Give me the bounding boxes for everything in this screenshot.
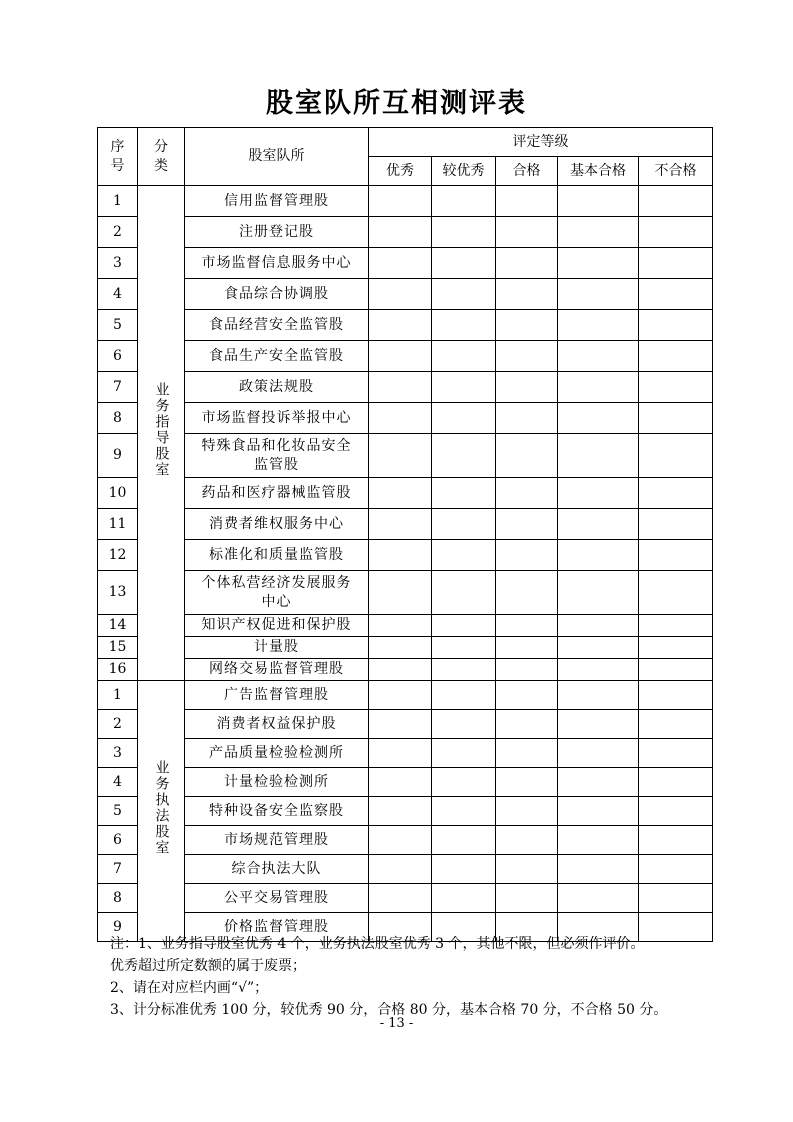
unit-name: 产品质量检验检测所 [185, 739, 369, 768]
rating-cell-basic-pass[interactable] [558, 855, 639, 884]
rating-cell-pass[interactable] [496, 768, 558, 797]
rating-cell-basic-pass[interactable] [558, 710, 639, 739]
seq-header-line-2: 号 [110, 157, 125, 174]
rating-cell-excellent[interactable] [369, 540, 432, 571]
table-row [98, 571, 713, 615]
rating-cell-basic-pass[interactable] [558, 434, 639, 478]
rating-cell-basic-pass[interactable] [558, 217, 639, 248]
rating-cell-good[interactable] [432, 884, 496, 913]
grade-header-pass: 合格 [496, 157, 558, 186]
row-number: 9 [98, 434, 138, 478]
rating-cell-pass[interactable] [496, 372, 558, 403]
row-number: 7 [98, 855, 138, 884]
table-row [98, 659, 713, 681]
rating-cell-excellent[interactable] [369, 637, 432, 659]
rating-cell-good[interactable] [432, 248, 496, 279]
rating-cell-pass[interactable] [496, 710, 558, 739]
table-row [98, 403, 713, 434]
rating-cell-good[interactable] [432, 637, 496, 659]
rating-cell-excellent[interactable] [369, 659, 432, 681]
header-row-1 [98, 128, 713, 157]
rating-cell-basic-pass[interactable] [558, 797, 639, 826]
rating-cell-fail[interactable] [639, 659, 713, 681]
grade-header-fail: 不合格 [639, 157, 713, 186]
rating-cell-excellent[interactable] [369, 797, 432, 826]
rating-cell-basic-pass[interactable] [558, 403, 639, 434]
row-number: 4 [98, 279, 138, 310]
form-title: 股室队所互相测评表 [266, 88, 527, 119]
table-row [98, 615, 713, 637]
unit-name: 消费者维权服务中心 [185, 509, 369, 540]
row-number: 6 [98, 341, 138, 372]
rating-cell-excellent[interactable] [369, 372, 432, 403]
rating-cell-fail[interactable] [639, 768, 713, 797]
rating-cell-basic-pass[interactable] [558, 540, 639, 571]
category-header [138, 128, 185, 186]
row-number: 2 [98, 217, 138, 248]
rating-cell-fail[interactable] [639, 403, 713, 434]
rating-cell-pass[interactable] [496, 310, 558, 341]
rating-cell-basic-pass[interactable] [558, 681, 639, 710]
row-number: 11 [98, 509, 138, 540]
table-row [98, 710, 713, 739]
unit-name: 市场规范管理股 [185, 826, 369, 855]
table-row [98, 797, 713, 826]
unit-name: 食品生产安全监管股 [185, 341, 369, 372]
row-number: 9 [98, 913, 138, 942]
unit-name: 特殊食品和化妆品安全监管股 [185, 434, 369, 478]
rating-cell-pass[interactable] [496, 884, 558, 913]
rating-cell-excellent[interactable] [369, 434, 432, 478]
table-row [98, 855, 713, 884]
rating-cell-good[interactable] [432, 372, 496, 403]
rating-cell-basic-pass[interactable] [558, 571, 639, 615]
rating-cell-excellent[interactable] [369, 884, 432, 913]
rating-cell-good[interactable] [432, 310, 496, 341]
rating-cell-basic-pass[interactable] [558, 637, 639, 659]
note-line-2: 优秀超过所定数额的属于废票； [110, 958, 306, 974]
unit-name: 注册登记股 [185, 217, 369, 248]
rating-cell-excellent[interactable] [369, 186, 432, 217]
rating-cell-good[interactable] [432, 615, 496, 637]
note-line-1: 注：1、业务指导股室优秀 4 个，业务执法股室优秀 3 个，其他不限，但必须作评价。 [110, 936, 645, 952]
category-cell [138, 681, 185, 942]
table-row [98, 248, 713, 279]
row-number: 12 [98, 540, 138, 571]
rating-cell-fail[interactable] [639, 884, 713, 913]
rating-cell-pass[interactable] [496, 826, 558, 855]
rating-cell-basic-pass[interactable] [558, 478, 639, 509]
note-line-3: 2、请在对应栏内画“√”； [110, 980, 269, 996]
unit-name: 药品和医疗器械监管股 [185, 478, 369, 509]
category-cell [138, 186, 185, 681]
unit-name: 个体私营经济发展服务中心 [185, 571, 369, 615]
row-number: 6 [98, 826, 138, 855]
rating-cell-basic-pass[interactable] [558, 341, 639, 372]
rating-cell-excellent[interactable] [369, 248, 432, 279]
rating-cell-basic-pass[interactable] [558, 826, 639, 855]
unit-name: 消费者权益保护股 [185, 710, 369, 739]
rating-cell-good[interactable] [432, 509, 496, 540]
rating-cell-excellent[interactable] [369, 217, 432, 248]
rating-cell-excellent[interactable] [369, 681, 432, 710]
rating-cell-basic-pass[interactable] [558, 186, 639, 217]
table-row [98, 279, 713, 310]
rating-cell-good[interactable] [432, 279, 496, 310]
rating-cell-pass[interactable] [496, 739, 558, 768]
row-number: 3 [98, 248, 138, 279]
rating-cell-excellent[interactable] [369, 571, 432, 615]
rating-cell-good[interactable] [432, 571, 496, 615]
rating-cell-pass[interactable] [496, 855, 558, 884]
rating-cell-fail[interactable] [639, 540, 713, 571]
rating-cell-basic-pass[interactable] [558, 372, 639, 403]
unit-name: 信用监督管理股 [185, 186, 369, 217]
table-row [98, 768, 713, 797]
unit-name: 特种设备安全监察股 [185, 797, 369, 826]
seq-header [98, 128, 138, 186]
rating-cell-basic-pass[interactable] [558, 509, 639, 540]
row-number: 8 [98, 403, 138, 434]
table-row [98, 341, 713, 372]
table-row [98, 637, 713, 659]
rating-cell-pass[interactable] [496, 681, 558, 710]
table-row [98, 884, 713, 913]
rating-cell-good[interactable] [432, 681, 496, 710]
rating-cell-pass[interactable] [496, 571, 558, 615]
row-number: 1 [98, 681, 138, 710]
row-number: 3 [98, 739, 138, 768]
rating-cell-excellent[interactable] [369, 615, 432, 637]
rating-cell-pass[interactable] [496, 797, 558, 826]
unit-name: 市场监督投诉举报中心 [185, 403, 369, 434]
rating-cell-pass[interactable] [496, 279, 558, 310]
rating-header: 评定等级 [369, 128, 713, 157]
rating-cell-excellent[interactable] [369, 710, 432, 739]
rating-cell-fail[interactable] [639, 826, 713, 855]
table-row [98, 310, 713, 341]
rating-cell-good[interactable] [432, 659, 496, 681]
rating-cell-basic-pass[interactable] [558, 659, 639, 681]
rating-cell-good[interactable] [432, 797, 496, 826]
row-number: 13 [98, 571, 138, 615]
rating-cell-good[interactable] [432, 826, 496, 855]
rating-cell-fail[interactable] [639, 372, 713, 403]
row-number: 7 [98, 372, 138, 403]
rating-cell-good[interactable] [432, 217, 496, 248]
table-row [98, 681, 713, 710]
table-row [98, 478, 713, 509]
rating-cell-excellent[interactable] [369, 855, 432, 884]
category-header-line-2: 类 [154, 157, 168, 174]
page-number: - 13 - [379, 1016, 414, 1031]
table-row [98, 372, 713, 403]
table-row [98, 186, 713, 217]
table-row [98, 509, 713, 540]
table-row [98, 739, 713, 768]
rating-cell-fail[interactable] [639, 279, 713, 310]
rating-cell-fail[interactable] [639, 186, 713, 217]
rating-cell-fail[interactable] [639, 478, 713, 509]
unit-name: 公平交易管理股 [185, 884, 369, 913]
rating-cell-basic-pass[interactable] [558, 279, 639, 310]
rating-cell-fail[interactable] [639, 310, 713, 341]
category-label: 业务指导股室 [153, 382, 170, 478]
rating-cell-excellent[interactable] [369, 478, 432, 509]
unit-name: 价格监督管理股 [185, 913, 369, 942]
rating-cell-pass[interactable] [496, 478, 558, 509]
rating-cell-good[interactable] [432, 768, 496, 797]
rating-cell-fail[interactable] [639, 509, 713, 540]
rating-cell-fail[interactable] [639, 571, 713, 615]
rating-cell-pass[interactable] [496, 186, 558, 217]
rating-cell-good[interactable] [432, 341, 496, 372]
table-row [98, 826, 713, 855]
rating-cell-good[interactable] [432, 186, 496, 217]
row-number: 4 [98, 768, 138, 797]
rating-cell-pass[interactable] [496, 615, 558, 637]
rating-cell-fail[interactable] [639, 710, 713, 739]
rating-cell-good[interactable] [432, 855, 496, 884]
rating-cell-excellent[interactable] [369, 739, 432, 768]
rating-cell-good[interactable] [432, 434, 496, 478]
rating-cell-excellent[interactable] [369, 341, 432, 372]
rating-cell-pass[interactable] [496, 248, 558, 279]
table-row [98, 540, 713, 571]
rating-cell-pass[interactable] [496, 540, 558, 571]
rating-cell-good[interactable] [432, 739, 496, 768]
rating-cell-fail[interactable] [639, 248, 713, 279]
unit-name: 食品经营安全监管股 [185, 310, 369, 341]
table-row [98, 217, 713, 248]
rating-cell-good[interactable] [432, 540, 496, 571]
rating-cell-good[interactable] [432, 710, 496, 739]
unit-name: 计量股 [185, 637, 369, 659]
rating-cell-excellent[interactable] [369, 509, 432, 540]
rating-cell-fail[interactable] [639, 341, 713, 372]
rating-cell-pass[interactable] [496, 341, 558, 372]
unit-header: 股室队所 [185, 128, 369, 186]
rating-cell-fail[interactable] [639, 681, 713, 710]
rating-cell-excellent[interactable] [369, 279, 432, 310]
unit-name: 知识产权促进和保护股 [185, 615, 369, 637]
row-number: 5 [98, 310, 138, 341]
seq-header-line-1: 序 [110, 138, 125, 155]
category-label: 业务执法股室 [153, 760, 170, 856]
rating-cell-fail[interactable] [639, 434, 713, 478]
row-number: 10 [98, 478, 138, 509]
rating-cell-pass[interactable] [496, 434, 558, 478]
row-number: 16 [98, 659, 138, 681]
grade-header-good: 较优秀 [432, 157, 496, 186]
rating-cell-basic-pass[interactable] [558, 739, 639, 768]
note-line-4: 3、计分标准优秀 100 分，较优秀 90 分，合格 80 分，基本合格 70 分，不合格 50 分。 [110, 1002, 668, 1018]
evaluation-table [97, 127, 713, 942]
rating-cell-excellent[interactable] [369, 310, 432, 341]
rating-cell-fail[interactable] [639, 217, 713, 248]
unit-name: 综合执法大队 [185, 855, 369, 884]
row-number: 15 [98, 637, 138, 659]
row-number: 1 [98, 186, 138, 217]
grade-header-basic-pass: 基本合格 [558, 157, 639, 186]
rating-cell-basic-pass[interactable] [558, 768, 639, 797]
category-header-line-1: 分 [154, 138, 168, 155]
rating-cell-pass[interactable] [496, 217, 558, 248]
rating-cell-pass[interactable] [496, 637, 558, 659]
rating-cell-fail[interactable] [639, 739, 713, 768]
unit-name: 计量检验检测所 [185, 768, 369, 797]
notes [110, 933, 734, 1021]
rating-cell-basic-pass[interactable] [558, 615, 639, 637]
rating-cell-basic-pass[interactable] [558, 884, 639, 913]
rating-cell-pass[interactable] [496, 509, 558, 540]
table-row [98, 434, 713, 478]
unit-name: 市场监督信息服务中心 [185, 248, 369, 279]
rating-cell-excellent[interactable] [369, 826, 432, 855]
rating-cell-basic-pass[interactable] [558, 248, 639, 279]
unit-name: 政策法规股 [185, 372, 369, 403]
rating-cell-fail[interactable] [639, 855, 713, 884]
unit-name: 标准化和质量监管股 [185, 540, 369, 571]
row-number: 8 [98, 884, 138, 913]
rating-cell-pass[interactable] [496, 659, 558, 681]
rating-cell-fail[interactable] [639, 797, 713, 826]
row-number: 5 [98, 797, 138, 826]
rating-cell-basic-pass[interactable] [558, 310, 639, 341]
rating-cell-fail[interactable] [639, 615, 713, 637]
grade-header-excellent: 优秀 [369, 157, 432, 186]
unit-name: 网络交易监督管理股 [185, 659, 369, 681]
rating-cell-good[interactable] [432, 478, 496, 509]
unit-name: 食品综合协调股 [185, 279, 369, 310]
rating-cell-good[interactable] [432, 403, 496, 434]
row-number: 14 [98, 615, 138, 637]
unit-name: 广告监督管理股 [185, 681, 369, 710]
rating-cell-excellent[interactable] [369, 403, 432, 434]
rating-cell-excellent[interactable] [369, 768, 432, 797]
rating-cell-pass[interactable] [496, 403, 558, 434]
rating-cell-fail[interactable] [639, 637, 713, 659]
row-number: 2 [98, 710, 138, 739]
